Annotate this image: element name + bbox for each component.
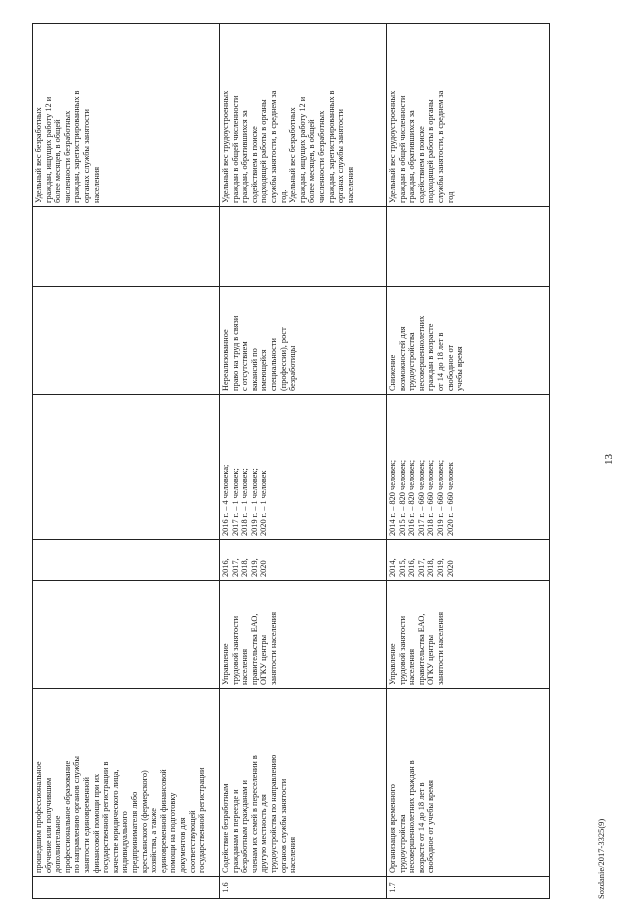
row-number-cell: 1.6 bbox=[220, 877, 387, 899]
years-cell: 2014, 2015, 2016, 2017, 2018, 2019, 2020 bbox=[387, 540, 550, 581]
table-row bbox=[387, 24, 550, 899]
row-number-cell: 1.7 bbox=[387, 877, 550, 899]
page-number: 13 bbox=[603, 454, 615, 465]
executor-cell: Управление трудовой занятости населения правительства ЕАО, ОГКУ центры занятости населения bbox=[220, 581, 387, 689]
indicator-cell: Удельный вес трудоустроенных граждан в общей численности граждан, обратившихся за содействием в поиске подходящей работы в органы службы занятости, в среднем за год bbox=[387, 24, 550, 207]
activity-cell: Содействие безработным гражданам в переезде и безработным гражданам и членам их семей в переселении в другую местность для трудоустройства по направлению органов службы занятости населения bbox=[220, 689, 387, 877]
table-row bbox=[33, 24, 220, 899]
executor-cell: Управление трудовой занятости населения правительства ЕАО, ОГКУ центры занятости населения bbox=[387, 581, 550, 689]
link-cell bbox=[387, 207, 550, 287]
years-cell bbox=[33, 540, 220, 581]
document-code: Sozdanie/2017-3325(9) bbox=[596, 818, 606, 899]
consequences-cell: Нереализованное право на труд в связи с отсутствием вакансий по имеющейся специальности (профессии), рост безработицы bbox=[220, 287, 387, 395]
consequences-cell bbox=[33, 287, 220, 395]
link-cell bbox=[33, 207, 220, 287]
years-cell: 2016, 2017, 2018, 2019, 2020 bbox=[220, 540, 387, 581]
expected-result-cell: 2014 г. – 820 человек; 2015 г. – 820 человек; 2016 г. – 820 человек; 2017 г. – 660 человек; 2018 г. – 660 человек; 2019 г. – 660 человек; 2020 г. – 660 человек bbox=[387, 395, 550, 540]
row-number-cell bbox=[33, 877, 220, 899]
indicator-cell: Удельный вес безработных граждан, ищущих работу 12 и более месяцев, в общей численности безработных граждан, зарегистрированных в органах службы занятости населения bbox=[33, 24, 220, 207]
program-measures-table bbox=[32, 23, 550, 899]
indicator-cell: Удельный вес трудоустроенных граждан в общей численности граждан, обратившихся за содействием в поиске подходящей работы в органы службы занятости, в среднем за год. Удельный вес безработных граждан, ищущих работу 12 и более месяцев, в общей численности безработных граждан, зарегистрированных в органах службы занятости населения bbox=[220, 24, 387, 207]
activity-cell: прошедшим профессиональное обучение или получившим дополнительное профессиональное образование по направлению органов службы занятости единовременной финансовой помощи при их государственной регистрации в качестве юридического лица, индивидуального предпринимателя либо крестьянского (фермерского) хозяйства, а также единовременной финансовой помощи на подготовку документов для соответствующей государственной регистрации bbox=[33, 689, 220, 877]
link-cell bbox=[220, 207, 387, 287]
consequences-cell: Снижение возможностей для трудоустройства несовершеннолетних граждан в возрасте от 14 до 18 лет в свободное от учебы время bbox=[387, 287, 550, 395]
activity-cell: Организация временного трудоустройства несовершеннолетних граждан в возрасте от 14 до 18 лет в свободное от учебы время bbox=[387, 689, 550, 877]
executor-cell bbox=[33, 581, 220, 689]
expected-result-cell: 2016 г. – 4 человека; 2017 г. – 1 человек; 2018 г. – 1 человек; 2019 г. – 1 человек; 2020 г. – 1 человек bbox=[220, 395, 387, 540]
table-row bbox=[220, 24, 387, 899]
expected-result-cell bbox=[33, 395, 220, 540]
